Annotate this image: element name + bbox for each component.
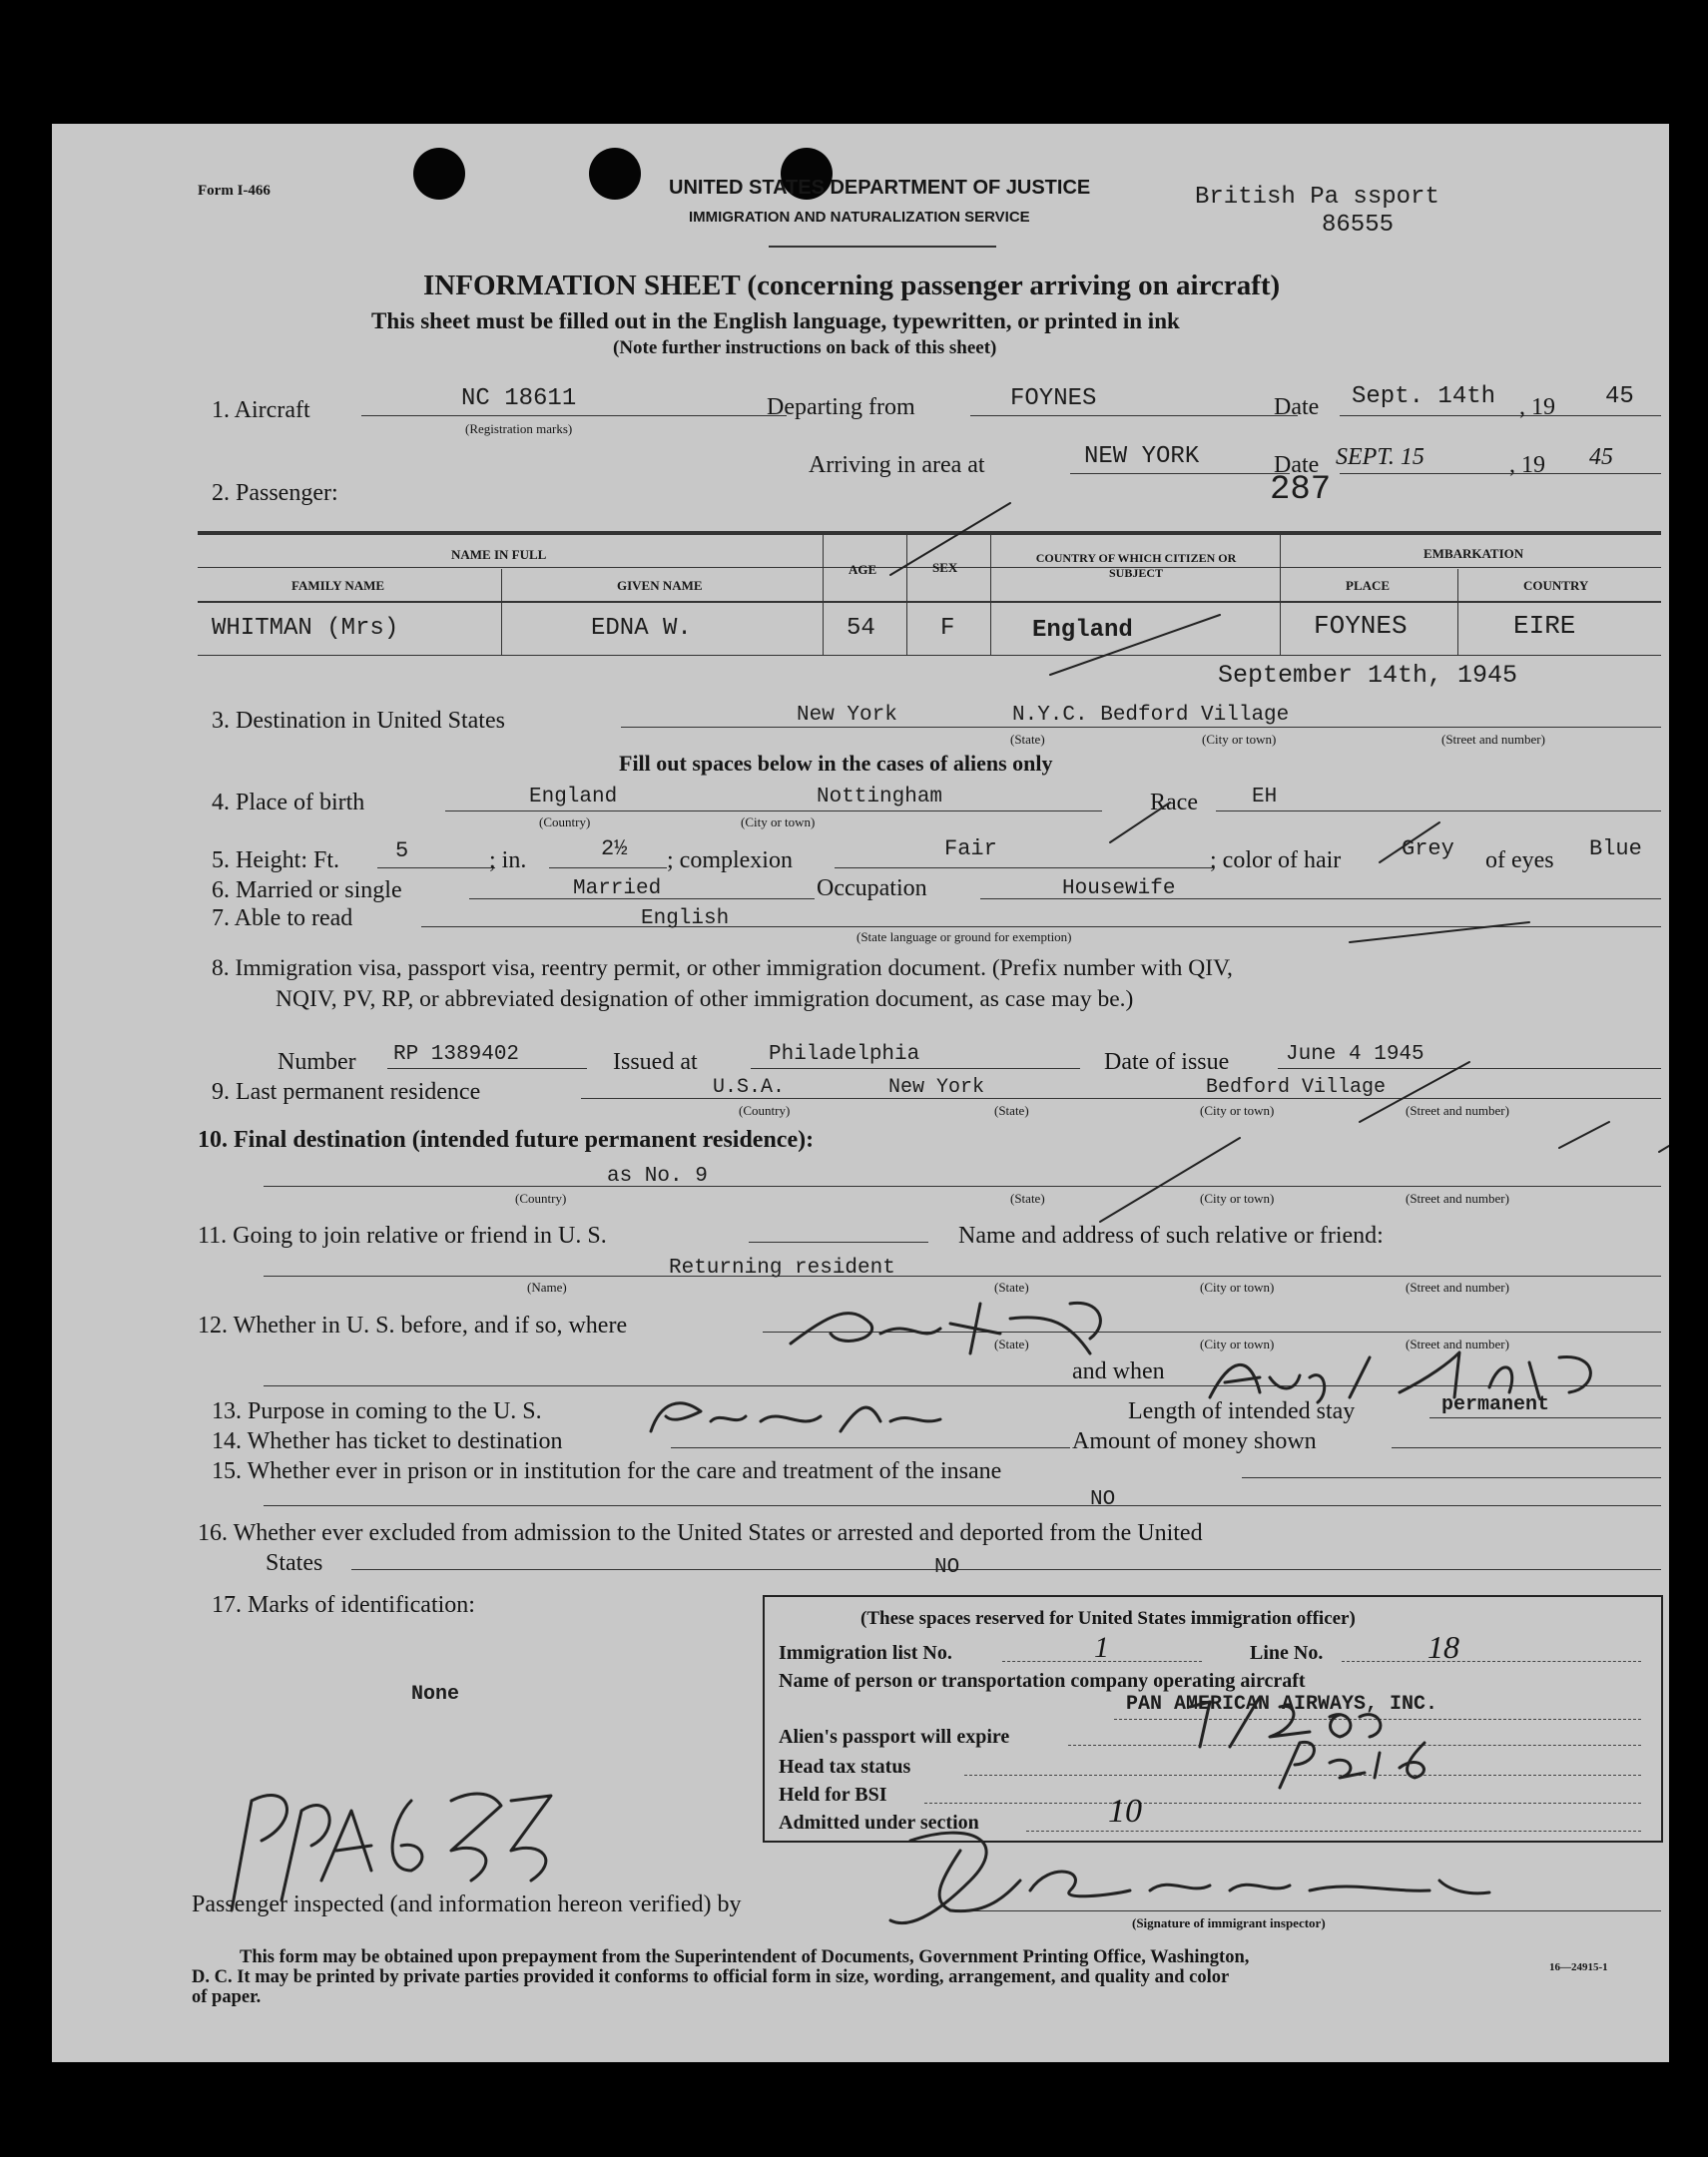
- passport-number: 86555: [1322, 212, 1395, 239]
- form-number: Form I-466: [198, 183, 271, 199]
- age-value: 54: [847, 615, 875, 642]
- family-name-value: WHITMAN (Mrs): [212, 615, 399, 642]
- final-city-caption: (City or town): [1200, 1191, 1275, 1206]
- instruction-note: (Note further instructions on back of this sheet): [613, 337, 997, 358]
- join-label: 11. Going to join relative or friend in U. S.: [198, 1223, 607, 1249]
- complexion-value: Fair: [944, 836, 997, 861]
- final-street-caption: (Street and number): [1406, 1191, 1509, 1206]
- last-residence-label: 9. Last permanent residence: [212, 1079, 481, 1105]
- res-state-caption: (State): [994, 1103, 1029, 1118]
- ticket-label: 14. Whether has ticket to destination: [212, 1428, 563, 1454]
- department-name: UNITED STATES DEPARTMENT OF JUSTICE: [669, 177, 1091, 199]
- registration-caption: (Registration marks): [465, 421, 573, 436]
- birth-country: England: [529, 786, 618, 809]
- occupation-value: Housewife: [1062, 877, 1176, 900]
- excluded-line-1: 16. Whether ever excluded from admission to the United States or arrested and deported from the United: [198, 1520, 1203, 1546]
- embark-place-value: FOYNES: [1314, 611, 1408, 641]
- aliens-only-heading: Fill out spaces below in the cases of aliens only: [619, 751, 1053, 776]
- birth-country-caption: (Country): [539, 814, 591, 829]
- head-tax-label: Head tax status: [779, 1756, 911, 1778]
- excluded-line-2: States: [266, 1550, 323, 1576]
- officer-box-heading: (These spaces reserved for United States immigration officer): [860, 1608, 1356, 1629]
- join-name-caption: (Name): [527, 1280, 567, 1295]
- date-label: Date: [1274, 394, 1320, 420]
- complexion-label: ; complexion: [667, 847, 793, 873]
- read-label: 7. Able to read: [212, 905, 353, 931]
- given-name-value: EDNA W.: [591, 615, 692, 642]
- sex-heading: SEX: [932, 560, 958, 575]
- operator-label: Name of person or transportation company operating aircraft: [779, 1670, 1306, 1692]
- departing-label: Departing from: [767, 394, 915, 420]
- married-label: 6. Married or single: [212, 877, 402, 903]
- held-bsi-label: Held for BSI: [779, 1784, 887, 1806]
- visa-line-2: NQIV, PV, RP, or abbreviated designation of other immigration document, as case may be.): [276, 986, 1134, 1012]
- and-when-label: and when: [1072, 1358, 1165, 1384]
- signature-caption: (Signature of immigrant inspector): [1132, 1915, 1326, 1930]
- birth-label: 4. Place of birth: [212, 790, 365, 815]
- inspected-label: Passenger inspected (and information hereon verified) by: [192, 1891, 742, 1917]
- money-label: Amount of money shown: [1072, 1428, 1317, 1454]
- final-country-caption: (Country): [515, 1191, 567, 1206]
- arriving-value: NEW YORK: [1084, 443, 1200, 470]
- length-stay-label: Length of intended stay: [1128, 1398, 1356, 1424]
- length-stay-value: permanent: [1441, 1393, 1550, 1416]
- height-ft: 5: [395, 838, 409, 863]
- res-city: Bedford Village: [1206, 1076, 1387, 1099]
- age-heading: AGE: [849, 562, 877, 577]
- res-country: U.S.A.: [713, 1076, 786, 1099]
- footer-line-1: This form may be obtained upon prepayment from the Superintendent of Documents, Government Printing Office, Washington,: [240, 1947, 1250, 1967]
- read-value: English: [641, 907, 730, 930]
- date-of-issue-value: June 4 1945: [1286, 1043, 1424, 1066]
- service-name: IMMIGRATION AND NATURALIZATION SERVICE: [689, 209, 1030, 226]
- issued-at-value: Philadelphia: [769, 1043, 920, 1066]
- doc-number: RP 1389402: [393, 1043, 520, 1066]
- join-street-caption: (Street and number): [1406, 1280, 1509, 1295]
- admitted-label: Admitted under section: [779, 1812, 979, 1834]
- name-in-full-heading: NAME IN FULL: [451, 547, 547, 562]
- final-dest-label: 10. Final destination (intended future permanent residence):: [198, 1127, 815, 1153]
- issued-at-label: Issued at: [613, 1049, 698, 1075]
- arrive-date: SEPT. 15: [1336, 444, 1424, 470]
- depart-year: 45: [1605, 383, 1634, 410]
- purpose-label: 13. Purpose in coming to the U. S.: [212, 1398, 542, 1424]
- dest-city-caption: (City or town): [1202, 732, 1277, 747]
- height-label: 5. Height: Ft.: [212, 847, 340, 873]
- height-in: 2½: [601, 836, 628, 861]
- dest-city: N.Y.C. Bedford Village: [1012, 704, 1290, 727]
- married-value: Married: [573, 877, 662, 900]
- aircraft-value: NC 18611: [461, 385, 577, 412]
- eyes-value: Blue: [1589, 836, 1642, 861]
- number-label: Number: [278, 1049, 356, 1075]
- join-state-caption: (State): [994, 1280, 1029, 1295]
- prison-label: 15. Whether ever in prison or in institution for the care and treatment of the insane: [212, 1458, 1002, 1484]
- hair-value: Grey: [1402, 836, 1454, 861]
- join-city-caption: (City or town): [1200, 1280, 1275, 1295]
- occupation-label: Occupation: [817, 875, 927, 901]
- aircraft-label: 1. Aircraft: [212, 397, 310, 423]
- res-state: New York: [888, 1076, 985, 1099]
- before-state-caption: (State): [994, 1337, 1029, 1351]
- dest-state: New York: [797, 704, 897, 727]
- departing-value: FOYNES: [1010, 385, 1097, 412]
- arrive-year: 45: [1589, 444, 1613, 470]
- list-no-number: 1: [1094, 1631, 1109, 1664]
- height-in-label: ; in.: [489, 847, 527, 873]
- race-label: Race: [1150, 790, 1198, 815]
- dest-state-caption: (State): [1010, 732, 1045, 747]
- citizen-value: England: [1032, 617, 1133, 644]
- year-prefix: , 19: [1519, 394, 1555, 420]
- dest-street-caption: (Street and number): [1441, 732, 1545, 747]
- operator-value: PAN AMERICAN AIRWAYS, INC.: [1126, 1693, 1438, 1716]
- res-city-caption: (City or town): [1200, 1103, 1275, 1118]
- list-no-label: Immigration list No.: [779, 1642, 952, 1664]
- admitted-section-value: 10: [1108, 1793, 1142, 1830]
- arrive-year-prefix: , 19: [1509, 452, 1545, 478]
- marks-label: 17. Marks of identification:: [212, 1592, 475, 1618]
- arriving-label: Arriving in area at: [809, 452, 985, 478]
- line-no-label: Line No.: [1250, 1642, 1324, 1664]
- final-state-caption: (State): [1010, 1191, 1045, 1206]
- footer-code: 16—24915-1: [1549, 1961, 1608, 1973]
- res-street-caption: (Street and number): [1406, 1103, 1509, 1118]
- marks-value: None: [411, 1683, 460, 1706]
- birth-city: Nottingham: [817, 786, 943, 809]
- stamp-number: 287: [1270, 471, 1332, 509]
- final-dest-value: as No. 9: [607, 1165, 708, 1188]
- before-street-caption: (Street and number): [1406, 1337, 1509, 1351]
- hair-label: ; color of hair: [1210, 847, 1342, 873]
- footer-line-2: D. C. It may be printed by private parties provided it conforms to official form in size, wording, arrangement, and quality and color: [192, 1967, 1230, 1987]
- line-no-number: 18: [1427, 1629, 1459, 1665]
- prison-value: NO: [1090, 1488, 1116, 1511]
- footer-line-3: of paper.: [192, 1987, 262, 2007]
- join-value: Returning resident: [669, 1257, 895, 1280]
- passport-expire-label: Alien's passport will expire: [779, 1726, 1010, 1748]
- excluded-value: NO: [934, 1556, 960, 1579]
- arrive-date-label: Date: [1274, 452, 1320, 478]
- language-caption: (State language or ground for exemption): [856, 929, 1072, 944]
- given-name-heading: GIVEN NAME: [617, 578, 703, 593]
- eyes-label: of eyes: [1485, 847, 1554, 873]
- before-city-caption: (City or town): [1200, 1337, 1275, 1351]
- embark-country-value: EIRE: [1513, 611, 1576, 641]
- passport-note: British Pa ssport: [1195, 184, 1439, 211]
- place-heading: PLACE: [1346, 578, 1391, 593]
- passenger-label: 2. Passenger:: [212, 480, 338, 506]
- country-citizen-heading: COUNTRY OF WHICH CITIZEN OR SUBJECT: [1035, 551, 1237, 580]
- page-title: INFORMATION SHEET (concerning passenger arriving on aircraft): [423, 270, 1281, 301]
- visa-line-1: 8. Immigration visa, passport visa, reentry permit, or other immigration document. (Prefix number with QIV,: [212, 955, 1233, 981]
- date-of-issue-label: Date of issue: [1104, 1049, 1230, 1075]
- instruction: This sheet must be filled out in the English language, typewritten, or printed in ink: [371, 308, 1180, 333]
- race-value: EH: [1252, 786, 1278, 809]
- check-marks: [52, 124, 1669, 2062]
- birth-city-caption: (City or town): [741, 814, 816, 829]
- sex-value: F: [940, 615, 955, 642]
- name-address-label: Name and address of such relative or friend:: [958, 1223, 1384, 1249]
- destination-label: 3. Destination in United States: [212, 708, 505, 734]
- before-label: 12. Whether in U. S. before, and if so, where: [198, 1313, 628, 1339]
- res-country-caption: (Country): [739, 1103, 791, 1118]
- depart-date: Sept. 14th: [1352, 383, 1496, 410]
- country-heading: COUNTRY: [1523, 578, 1589, 593]
- family-name-heading: FAMILY NAME: [291, 578, 385, 593]
- embarkation-heading: EMBARKATION: [1423, 546, 1524, 561]
- date-note: September 14th, 1945: [1218, 661, 1518, 690]
- form-sheet: [52, 124, 1669, 2062]
